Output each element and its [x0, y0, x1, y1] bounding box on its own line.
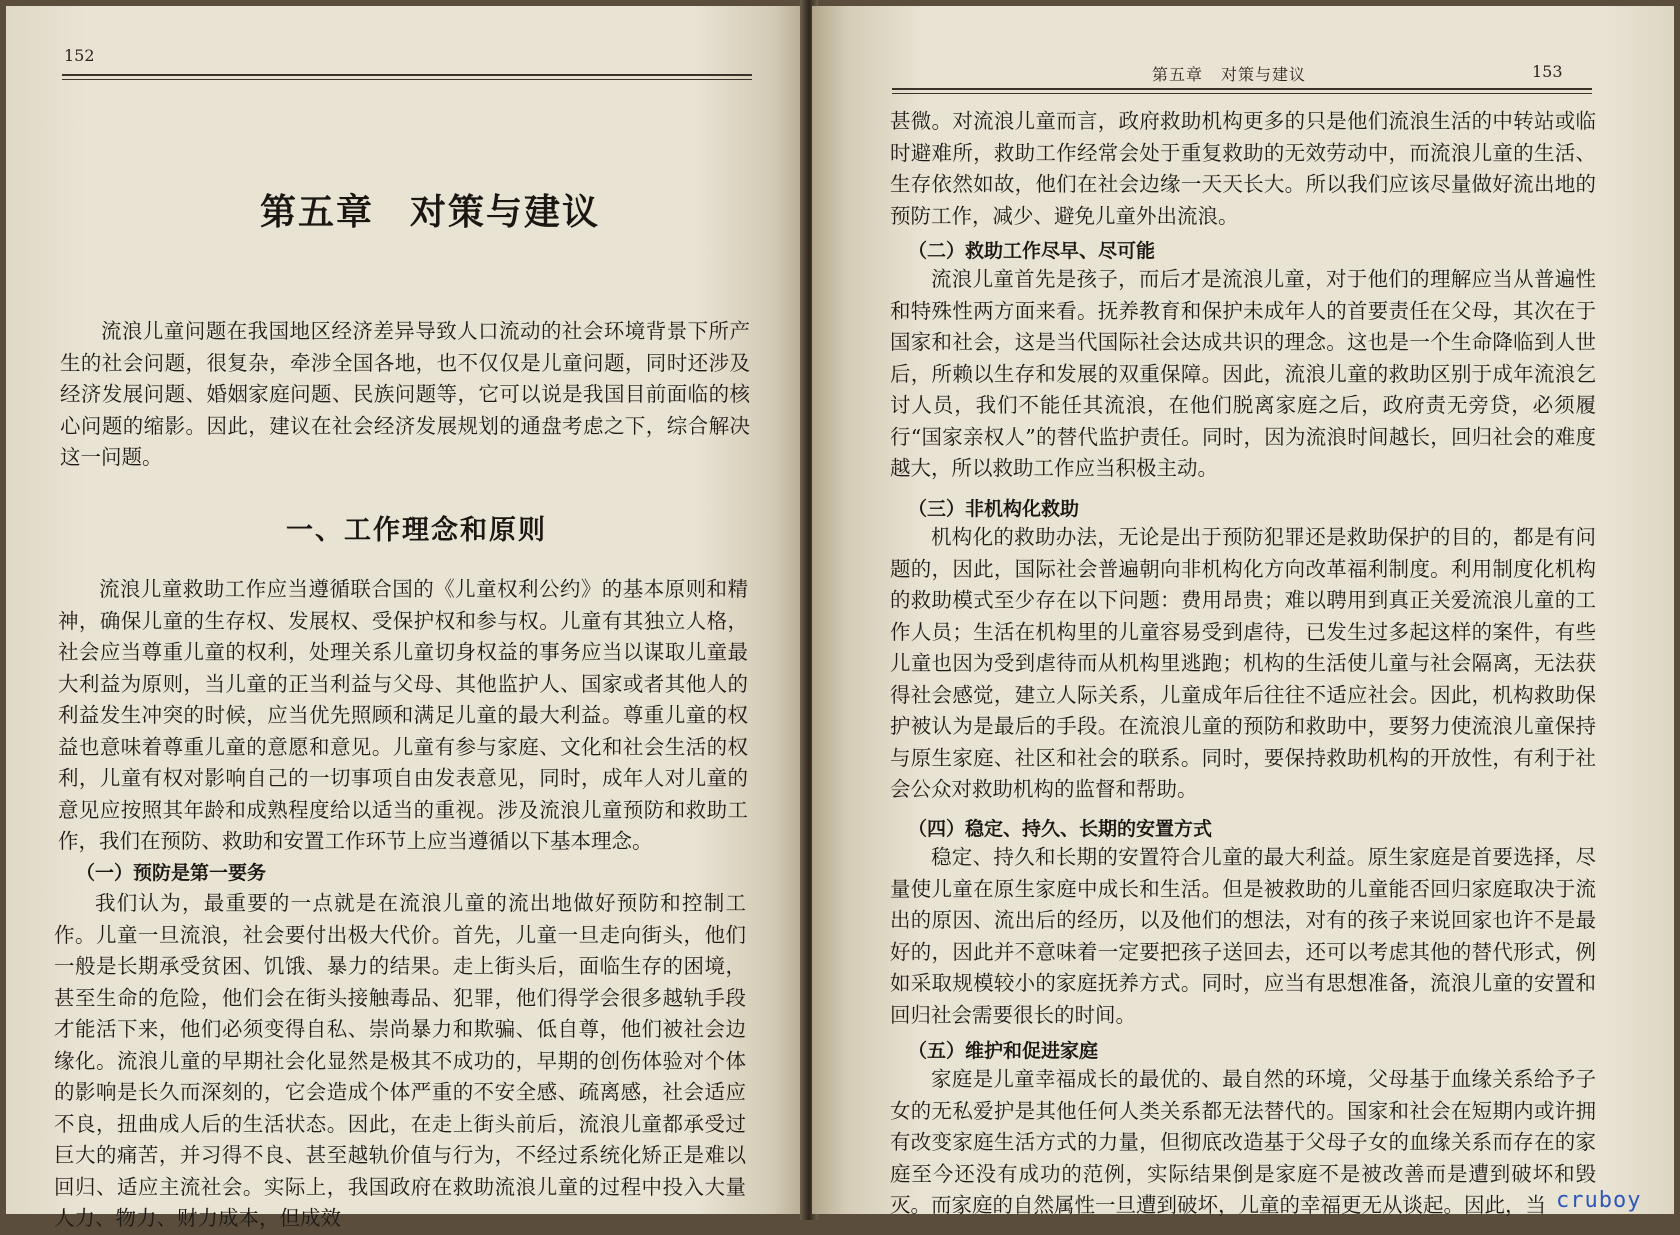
subsection-4-paragraph: 稳定、持久和长期的安置符合儿童的最大利益。原生家庭是首要选择，尽量使儿童在原生家庭中成长和生活。但是被救助的儿童能否回归家庭取决于流出的原因、流出后的经历，以及他们的想法，对有的孩子来说回家也许不是最好的，因此并不意味着一定要把孩子送回去，还可以考虑其他的替代形式，例如采取规模较小的家庭抚养方式。同时，应当有思想准备，流浪儿童的安置和回归社会需要很长的时间。: [890, 845, 1596, 1027]
subheading-3: （三）非机构化救助: [908, 498, 1080, 520]
subsection-5-paragraph: 家庭是儿童幸福成长的最优的、最自然的环境，父母基于血缘关系给予子女的无私爱护是其他任何人类关系都无法替代的。国家和社会在短期内或许拥有改变家庭生活方式的力量，但彻底改造基于父母子女的血缘关系而存在的家庭至今还没有成功的范例，实际结果倒是家庭不是被改善而是遭到破坏和毁灭。而家庭的自然属性一旦遭到破坏，儿童的幸福更无从谈起。因此，当: [890, 1067, 1596, 1217]
chapter-title: 第五章 对策与建议: [260, 192, 601, 233]
watermark: cruboy: [1556, 1188, 1642, 1213]
header-rule: [892, 88, 1592, 90]
section-title: 一、工作理念和原则: [286, 515, 547, 546]
header-rule-thin: [62, 79, 752, 80]
right-page: [812, 6, 1674, 1217]
page-number: 153: [1532, 62, 1563, 81]
page-number: 152: [64, 46, 95, 65]
subheading-5: （五）维护和促进家庭: [908, 1040, 1099, 1062]
left-page: [6, 6, 806, 1230]
header-rule-thin: [892, 93, 1592, 94]
subsection-3-paragraph: 机构化的救助办法，无论是出于预防犯罪还是救助保护的目的，都是有问题的，因此，国际社会普遍朝向非机构化方向改革福利制度。利用制度化机构的救助模式至少存在以下问题：费用昂贵；难以聘用到真正关爱流浪儿童的工作人员；生活在机构里的儿童容易受到虐待，已发生过多起这样的案件，有些儿童也因为受到虐待而从机构里逃跑；机构的生活使儿童与社会隔离，无法获得社会感觉，建立人际关系，儿童成年后往往不适应社会。因此，机构救助保护被认为是最后的手段。在流浪儿童的预防和救助中，要努力使流浪儿童保持与原生家庭、社区和社会的联系。同时，要保持救助机构的开放性，有利于社会公众对救助机构的监督和帮助。: [890, 525, 1596, 801]
section-intro-paragraph: 流浪儿童救助工作应当遵循联合国的《儿童权利公约》的基本原则和精神，确保儿童的生存权、发展权、受保护权和参与权。儿童有其独立人格，社会应当尊重儿童的权利，处理关系儿童切身权益的事务应当以谋取儿童最大利益为原则，当儿童的正当利益与父母、其他监护人、国家或者其他人的利益发生冲突的时候，应当优先照顾和满足儿童的最大利益。尊重儿童的权益也意味着尊重儿童的意愿和意见。儿童有参与家庭、文化和社会生活的权利，儿童有权对影响自己的一切事项自由发表意见，同时，成年人对儿童的意见应按照其年龄和成熟程度给以适当的重视。涉及流浪儿童预防和救助工作，我们在预防、救助和安置工作环节上应当遵循以下基本理念。: [58, 577, 748, 853]
subheading-1: （一）预防是第一要务: [76, 862, 267, 884]
subheading-2: （二）救助工作尽早、尽可能: [908, 240, 1156, 262]
subheading-4: （四）稳定、持久、长期的安置方式: [908, 818, 1213, 840]
subsection-2-paragraph: 流浪儿童首先是孩子，而后才是流浪儿童，对于他们的理解应当从普遍性和特殊性两方面来看。抚养教育和保护未成年人的首要责任在父母，其次在于国家和社会，这是当代国际社会达成共识的理念。这也是一个生命降临到人世后，所赖以生存和发展的双重保障。因此，流浪儿童的救助区别于成年流浪乞讨人员，我们不能任其流浪，在他们脱离家庭之后，政府责无旁贷，必须履行“国家亲权人”的替代监护责任。同时，因为流浪时间越长，回归社会的难度越大，所以救助工作应当积极主动。: [890, 267, 1596, 480]
header-rule: [62, 74, 752, 76]
continued-paragraph: 甚微。对流浪儿童而言，政府救助机构更多的只是他们流浪生活的中转站或临时避难所，救助工作经常会处于重复救助的无效劳动中，而流浪儿童的生活、生存依然如故，他们在社会边缘一天天长大。所以我们应该尽量做好流出地的预防工作，减少、避免儿童外出流浪。: [890, 109, 1596, 228]
subsection-1-paragraph: 我们认为，最重要的一点就是在流浪儿童的流出地做好预防和控制工作。儿童一旦流浪，社会要付出极大代价。首先，儿童一旦走向街头，他们一般是长期承受贫困、饥饿、暴力的结果。走上街头后，面临生存的困境，甚至生命的危险，他们会在街头接触毒品、犯罪，他们得学会很多越轨手段才能活下来，他们必须变得自私、崇尚暴力和欺骗、低自尊，他们被社会边缘化。流浪儿童的早期社会化显然是极其不成功的，早期的创伤体验对个体的影响是长久而深刻的，它会造成个体严重的不安全感、疏离感，社会适应不良，扭曲成人后的生活状态。因此，在走上街头前后，流浪儿童都承受过巨大的痛苦，并习得不良、甚至越轨价值与行为，不经过系统化矫正是难以回归、适应主流社会。实际上，我国政府在救助流浪儿童的过程中投入大量人力、物力、财力成本，但成效: [54, 891, 746, 1230]
running-head: 第五章 对策与建议: [1152, 65, 1307, 84]
intro-paragraph: 流浪儿童问题在我国地区经济差异导致人口流动的社会环境背景下所产生的社会问题，很复杂，牵涉全国各地，也不仅仅是儿童问题，同时还涉及经济发展问题、婚姻家庭问题、民族问题等，它可以说是我国目前面临的核心问题的缩影。因此，建议在社会经济发展规划的通盘考虑之下，综合解决这一问题。: [60, 319, 750, 469]
